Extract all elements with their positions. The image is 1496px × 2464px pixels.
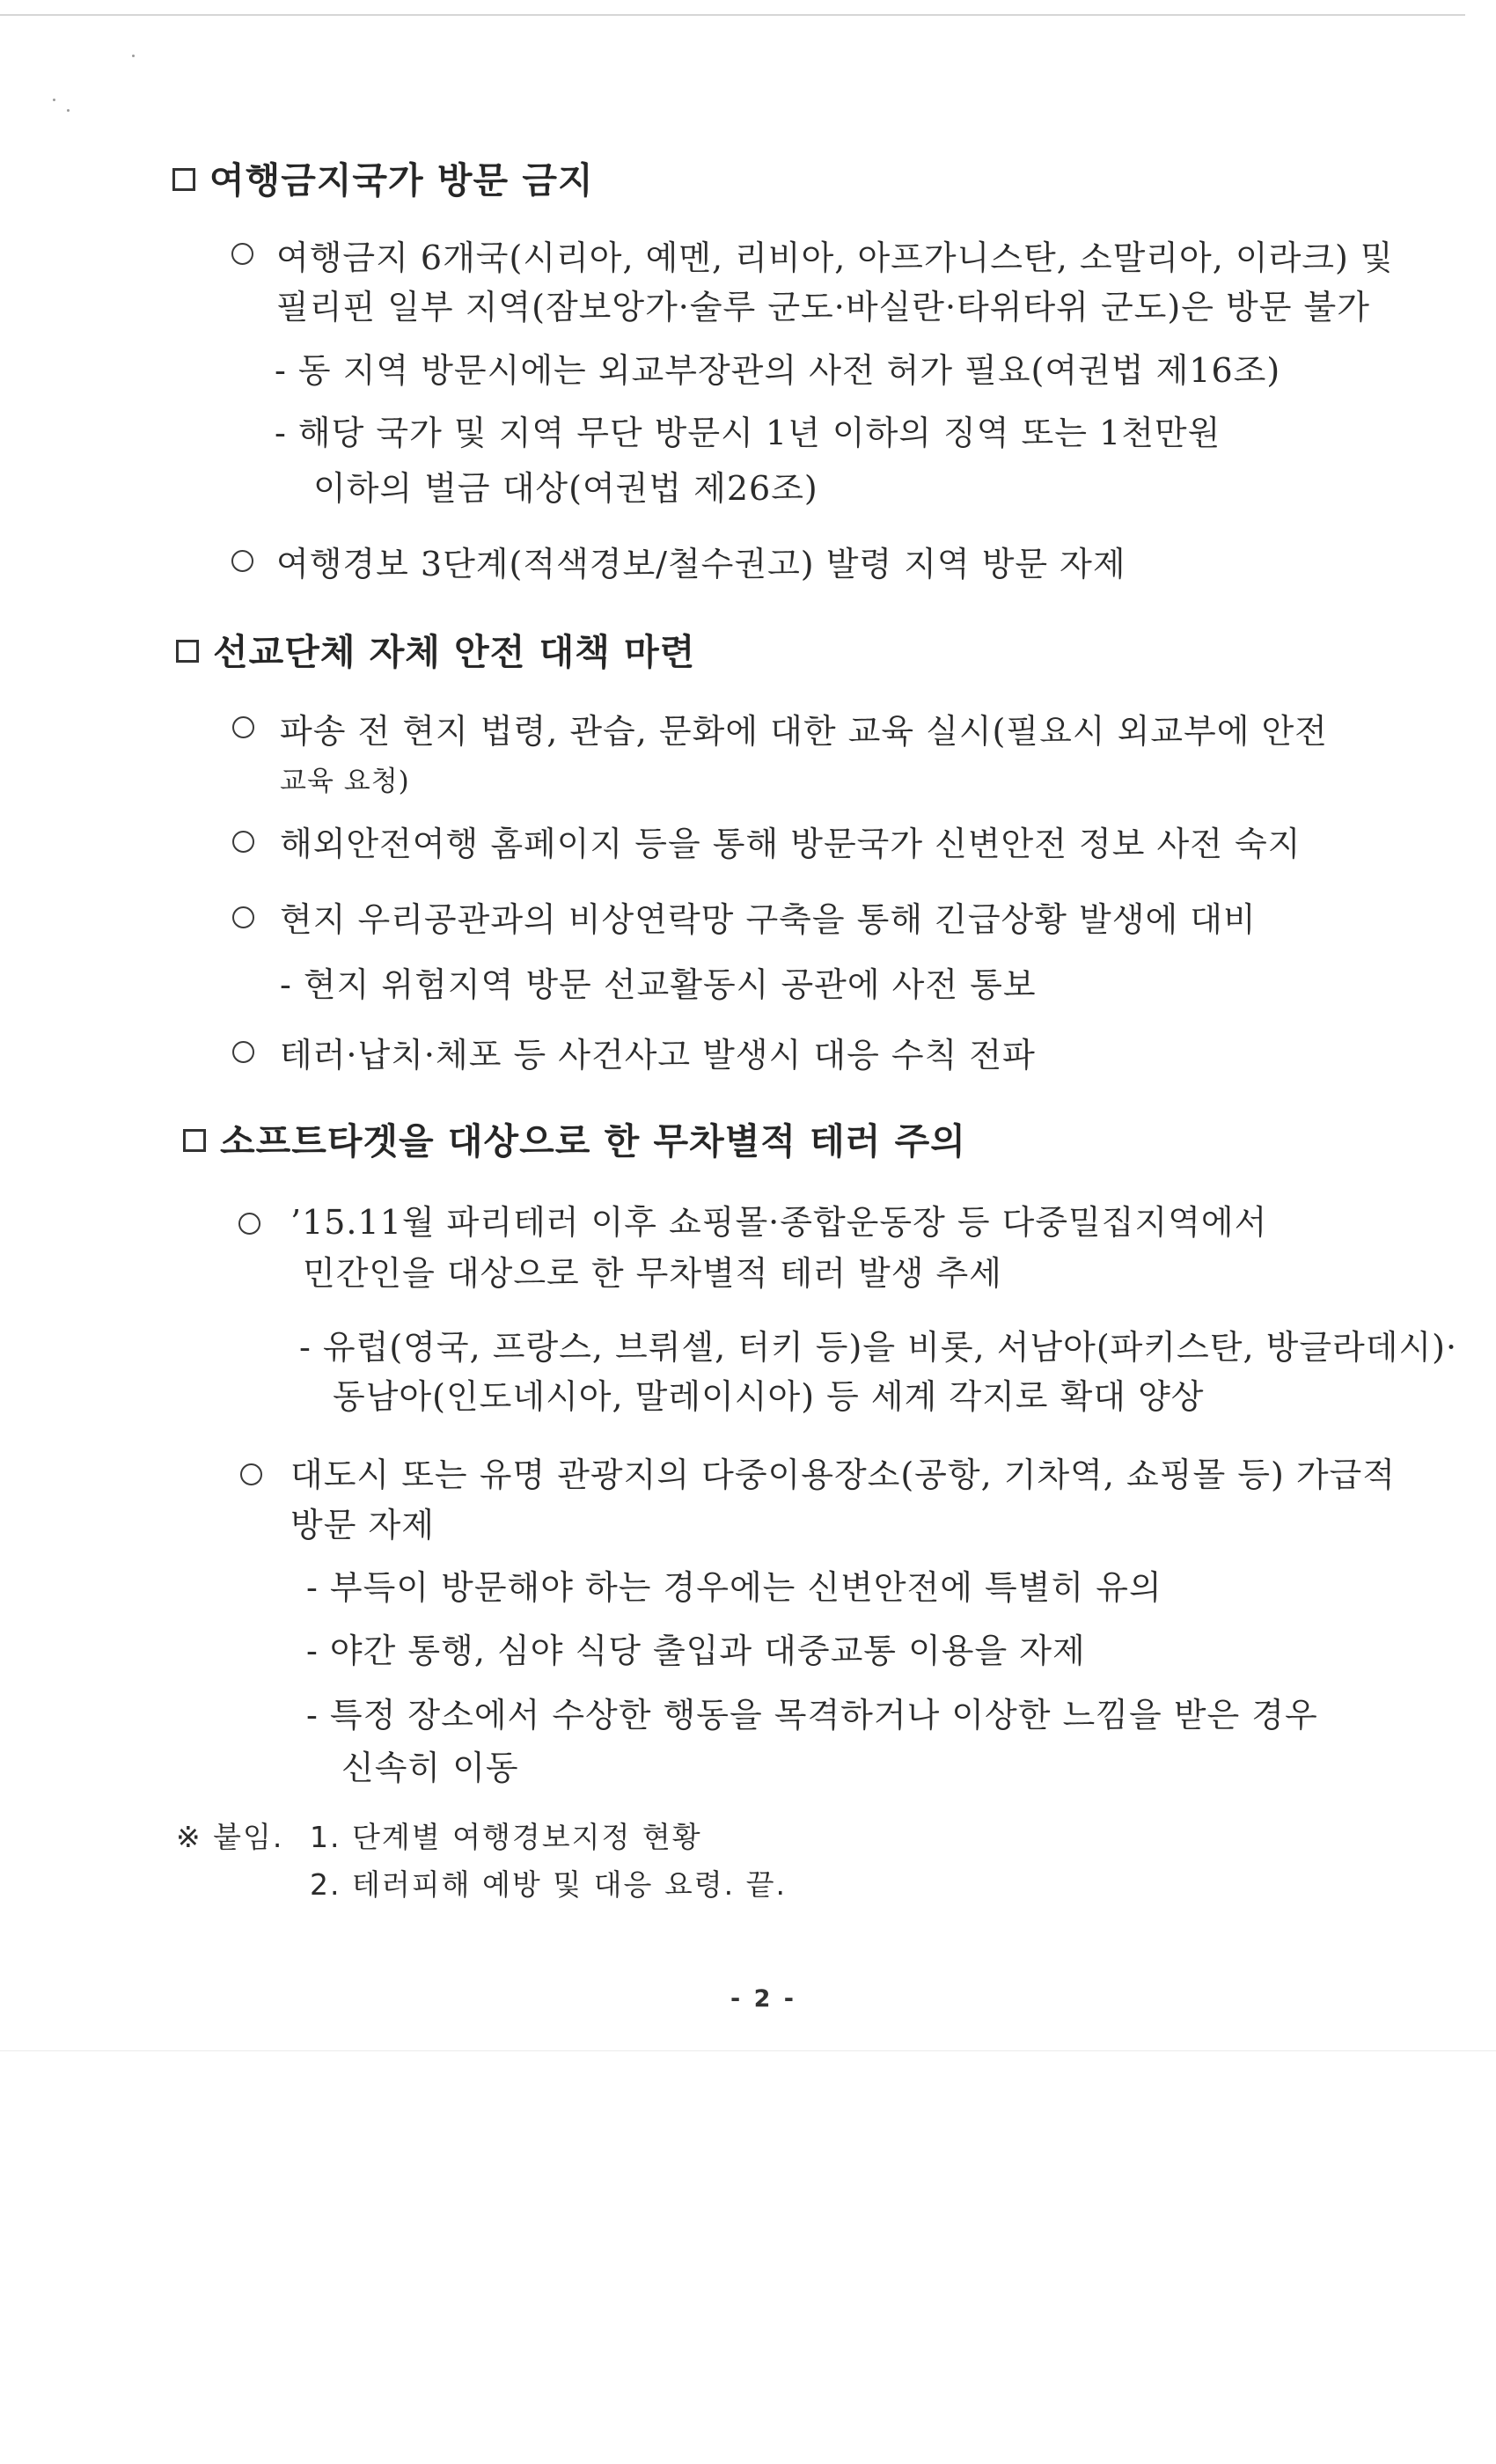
section-title-soft-target: 소프트타겟을 대상으로 한 무차별적 테러 주의 <box>183 1112 966 1164</box>
attachment-item: 2. 테러피해 예방 및 대응 요령. 끝. <box>310 1867 787 1902</box>
attachments-prefix: ※ 붙임. <box>176 1820 284 1854</box>
section-title-mission-safety: 선교단체 자체 안전 대책 마련 <box>176 623 695 675</box>
scan-speck <box>67 109 70 112</box>
text-line: 여행금지 6개국(시리아, 예멘, 리비아, 아프가니스탄, 소말리아, 이라크) 및 <box>276 238 1394 277</box>
text-line: 이하의 벌금 대상(여권법 제26조) <box>313 469 818 508</box>
checkbox-bullet-icon <box>183 1129 206 1152</box>
checkbox-bullet-icon <box>176 640 199 663</box>
top-scan-line <box>0 14 1465 16</box>
text-line: 민간인을 대상으로 한 무차별적 테러 발생 추세 <box>303 1254 1002 1293</box>
text-line: 현지 우리공관과의 비상연락망 구축을 통해 긴급상황 발생에 대비 <box>280 900 1257 939</box>
text-line: 동남아(인도네시아, 말레이시아) 등 세계 각지로 확대 양상 <box>333 1377 1205 1416</box>
text-line: 방문 자제 <box>290 1506 435 1544</box>
text-line: - 현지 위험지역 방문 선교활동시 공관에 사전 통보 <box>280 965 1037 1004</box>
scan-speck <box>132 55 135 57</box>
text-line: - 부득이 방문해야 하는 경우에는 신변안전에 특별히 유의 <box>306 1568 1162 1607</box>
text-line: - 특정 장소에서 수상한 행동을 목격하거나 이상한 느낌을 받은 경우 <box>306 1696 1318 1734</box>
circle-bullet-icon <box>232 1041 254 1063</box>
text-line: - 야간 통행, 심야 식당 출입과 대중교통 이용을 자제 <box>306 1632 1086 1670</box>
text-line: ’15.11월 파리테러 이후 쇼핑몰·종합운동장 등 다중밀집지역에서 <box>290 1203 1268 1242</box>
circle-bullet-icon <box>232 906 254 928</box>
text-line: 신속히 이동 <box>341 1749 519 1787</box>
section-title-travel-ban: 여행금지국가 방문 금지 <box>172 151 594 203</box>
text-line: - 해당 국가 및 지역 무단 방문시 1년 이하의 징역 또는 1천만원 <box>275 414 1221 452</box>
circle-bullet-icon <box>231 243 253 265</box>
text-line: 해외안전여행 홈페이지 등을 통해 방문국가 신변안전 정보 사전 숙지 <box>280 825 1302 863</box>
circle-bullet-icon <box>232 716 254 738</box>
scan-speck <box>53 99 55 101</box>
page-number: - 2 - <box>730 1985 796 2013</box>
text-line: 여행경보 3단계(적색경보/철수권고) 발령 지역 방문 자제 <box>276 545 1126 583</box>
page-bottom-edge <box>0 2050 1496 2051</box>
checkbox-bullet-icon <box>172 168 195 191</box>
circle-bullet-icon <box>240 1463 262 1485</box>
text-line: - 유럽(영국, 프랑스, 브뤼셀, 터키 등)을 비롯, 서남아(파키스탄, 방글라데시)· <box>299 1328 1458 1367</box>
text-line: 교육 요청) <box>280 766 410 797</box>
circle-bullet-icon <box>238 1213 260 1235</box>
text-line: 필리핀 일부 지역(잠보앙가·술루 군도·바실란·타위타위 군도)은 방문 불가 <box>276 288 1370 326</box>
circle-bullet-icon <box>231 550 253 572</box>
attachment-item: 1. 단계별 여행경보지정 현황 <box>310 1820 702 1854</box>
text-line: 대도시 또는 유명 관광지의 다중이용장소(공항, 기차역, 쇼핑몰 등) 가급적 <box>290 1456 1396 1494</box>
text-line: 테러·납치·체포 등 사건사고 발생시 대응 수칙 전파 <box>280 1036 1036 1074</box>
text-line: - 동 지역 방문시에는 외교부장관의 사전 허가 필요(여권법 제16조) <box>275 351 1281 390</box>
text-line: 파송 전 현지 법령, 관습, 문화에 대한 교육 실시(필요시 외교부에 안전 <box>280 712 1328 751</box>
circle-bullet-icon <box>232 831 254 853</box>
